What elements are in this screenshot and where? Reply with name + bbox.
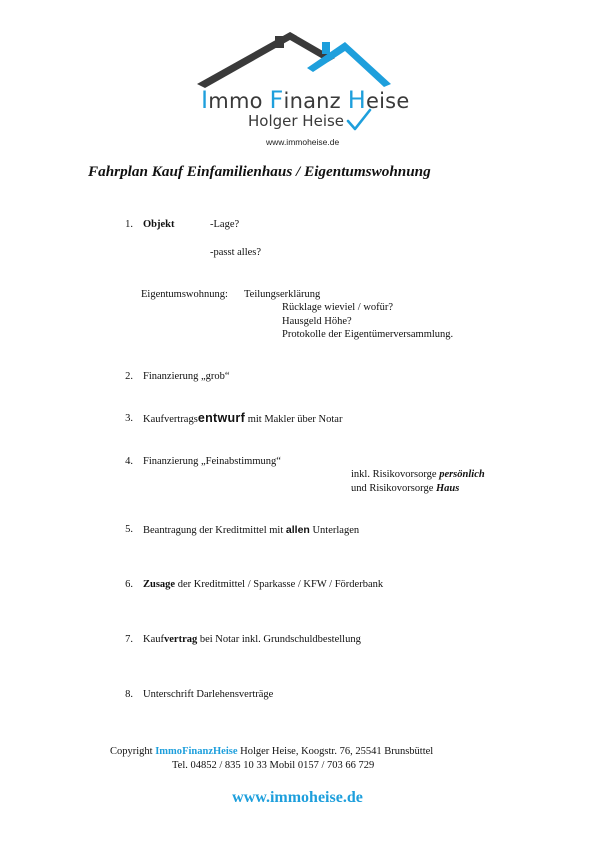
item-ew-line: Protokolle der Eigentümerversammlung. [282, 329, 454, 340]
logo-url: www.immoheise.de [266, 137, 340, 147]
footer-prefix: Copyright [110, 746, 156, 757]
item-text-post: Unterlagen [309, 525, 360, 536]
item-detail-bold: persönlich [439, 469, 485, 480]
item-text-post: mit Makler über Notar [245, 414, 343, 425]
item-text-post: bei Notar inkl. Grundschuldbestellung [197, 634, 361, 645]
item-number: 6. [125, 579, 133, 590]
footer-website-link[interactable]: www.immoheise.de [232, 789, 363, 806]
item-text [143, 579, 383, 590]
item-number: 3. [125, 413, 133, 424]
item-text-bold: Zusage [143, 579, 176, 590]
house-roof-icon [195, 28, 395, 90]
footer-brand-accent: H [213, 746, 222, 757]
footer-address: Holger Heise, Koogstr. 76, 25541 Brunsbüttel [237, 746, 434, 757]
item-label: Objekt [143, 219, 175, 230]
footer-brand-tail: eise [221, 746, 238, 757]
document-title: Fahrplan Kauf Einfamilienhaus / Eigentumswohnung [88, 163, 431, 180]
item-text-pre: Kauf [143, 634, 164, 645]
item-subline: -passt alles? [210, 247, 262, 258]
item-detail-pre: inkl. Risikovorsorge [351, 469, 440, 480]
logo-initial-2: F [269, 86, 284, 114]
footer-brand-plain: inanz [188, 746, 213, 757]
item-text: Finanzierung „Feinabstimmung“ [143, 456, 281, 467]
item-number: 2. [125, 371, 133, 382]
item-ew-line: Hausgeld Höhe? [282, 316, 352, 327]
item-number: 8. [125, 689, 133, 700]
item-detail-pre: und Risikovorsorge [351, 483, 436, 494]
item-text-pre: Beantragung der Kreditmittel mit [143, 525, 286, 536]
item-detail-bold: Haus [435, 483, 460, 494]
logo-wordmark [201, 86, 409, 114]
item-subline: -Lage? [210, 219, 240, 230]
item-detail-line [351, 469, 485, 480]
footer-brand-plain: Immo [155, 746, 183, 757]
item-text-post: der Kreditmittel / Sparkasse / KFW / Förderbank [175, 579, 384, 590]
logo-word-3: eise [366, 89, 410, 113]
checkmark-icon [346, 108, 372, 132]
item-text: Finanzierung „grob“ [143, 371, 230, 382]
footer-brand-accent: F [182, 746, 189, 757]
item-text [143, 524, 359, 536]
logo-word-2: inanz [283, 89, 348, 113]
logo-person-name: Holger Heise [248, 112, 345, 130]
item-number: 1. [125, 219, 133, 230]
item-text-pre: Kaufvertrags [143, 414, 198, 425]
item-text-bold: allen [285, 524, 310, 536]
item-number: 7. [125, 634, 133, 645]
item-text: Unterschrift Darlehensverträge [143, 689, 274, 700]
item-ew-line: Teilungserklärung [244, 289, 321, 300]
item-number: 4. [125, 456, 133, 467]
item-ew-line: Rücklage wieviel / wofür? [282, 302, 394, 313]
item-detail-line [351, 483, 459, 494]
footer-phone: Tel. 04852 / 835 10 33 Mobil 0157 / 703 66 729 [172, 760, 375, 771]
item-ew-label: Eigentumswohnung: [141, 289, 228, 300]
logo-initial-1: I [201, 86, 209, 114]
item-text-bold: vertrag [164, 634, 198, 645]
item-text [143, 634, 361, 645]
footer-copyright [110, 746, 433, 757]
logo-initial-3: H [347, 86, 367, 114]
item-text [143, 411, 342, 425]
item-text-bold: entwurf [197, 411, 246, 425]
logo-word-1: mmo [208, 89, 270, 113]
item-number: 5. [125, 524, 133, 535]
